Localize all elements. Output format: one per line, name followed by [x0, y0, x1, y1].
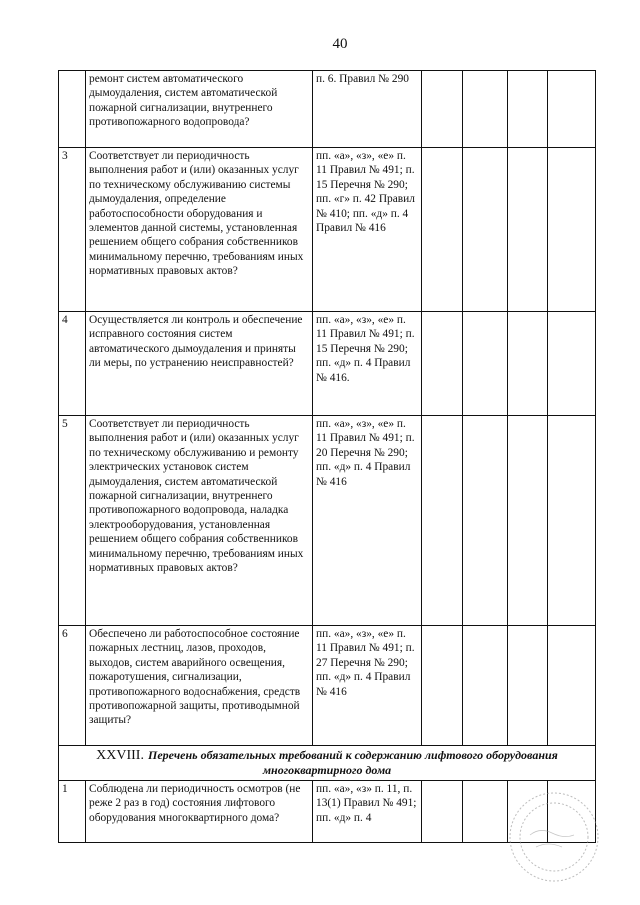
answer-cell-note: [548, 626, 596, 746]
answer-cell-na: [508, 626, 548, 746]
answer-cell-yes: [422, 312, 463, 416]
table-row: [59, 148, 596, 312]
section-title: Перечень обязательных требований к содержанию лифтового оборудования многоквартирного дома: [147, 748, 558, 777]
answer-cell-note: [548, 71, 596, 148]
row-number: 5: [59, 416, 86, 626]
answer-cell-no: [463, 148, 508, 312]
answer-cell-note: [548, 312, 596, 416]
row-number: 1: [59, 781, 86, 843]
requirement-question: Обеспечено ли работоспособное состояние пожарных лестниц, лазов, проходов, выходов, систем аварийного освещения, пожаротушения, сигнализации, противопожарного водоснабжения, средств противопожарной защиты, противодымной защиты?: [86, 626, 313, 746]
answer-cell-na: [508, 148, 548, 312]
answer-cell-no: [463, 71, 508, 148]
requirement-question: Соответствует ли периодичность выполнения работ и (или) оказанных услуг по техническому обслуживанию системы дымоудаления, определение работоспособности оборудования и элементов данной системы, установленная решением общего собрания собственников минимальному перечню, требованиям иных нормативных правовых актов?: [86, 148, 313, 312]
table-row: [59, 312, 596, 416]
section-header-row: [59, 746, 596, 781]
answer-cell-note: [548, 416, 596, 626]
requirement-question: Соблюдена ли периодичность осмотров (не реже 2 раз в год) состояния лифтового оборудования многоквартирного дома?: [86, 781, 313, 843]
legal-reference: п. 6. Правил № 290: [313, 71, 422, 148]
legal-reference: пп. «а», «з», «е» п. 11 Правил № 491; п. 20 Перечня № 290; пп. «д» п. 4 Правил № 416: [313, 416, 422, 626]
answer-cell-na: [508, 312, 548, 416]
row-number: 3: [59, 148, 86, 312]
answer-cell-no: [463, 312, 508, 416]
row-number: 6: [59, 626, 86, 746]
answer-cell-note: [548, 148, 596, 312]
answer-cell-yes: [422, 781, 463, 843]
table-row: [59, 626, 596, 746]
legal-reference: пп. «а», «з» п. 11, п. 13(1) Правил № 491; пп. «д» п. 4: [313, 781, 422, 843]
answer-cell-yes: [422, 71, 463, 148]
answer-cell-na: [508, 71, 548, 148]
row-number: 4: [59, 312, 86, 416]
answer-cell-yes: [422, 416, 463, 626]
legal-reference: пп. «а», «з», «е» п. 11 Правил № 491; п. 15 Перечня № 290; пп. «д» п. 4 Правил № 416.: [313, 312, 422, 416]
requirement-question: ремонт систем автоматического дымоудаления, систем автоматической пожарной сигнализации, внутреннего противопожарного водопровода?: [86, 71, 313, 148]
requirement-question: Осуществляется ли контроль и обеспечение исправного состояния систем автоматического дымоудаления и приняты ли меры, по устранению неисправностей?: [86, 312, 313, 416]
answer-cell-no: [463, 416, 508, 626]
legal-reference: пп. «а», «з», «е» п. 11 Правил № 491; п. 15 Перечня № 290; пп. «г» п. 42 Правил № 410; пп. «д» п. 4 Правил № 416: [313, 148, 422, 312]
answer-cell-yes: [422, 148, 463, 312]
legal-reference: пп. «а», «з», «е» п. 11 Правил № 491; п. 27 Перечня № 290; пп. «д» п. 4 Правил № 416: [313, 626, 422, 746]
row-number: [59, 71, 86, 148]
table-row: [59, 71, 596, 148]
section-heading: [59, 746, 596, 781]
answer-cell-yes: [422, 626, 463, 746]
requirement-question: Соответствует ли периодичность выполнения работ и (или) оказанных услуг по техническому обслуживанию и ремонту электрических установок систем дымоудаления, систем автоматической пожарной сигнализации, внутреннего противопожарного водопровода, наладка электрооборудования, установленная решением общего собрания собственников минимальному перечню, требованиям иных нормативных правовых актов?: [86, 416, 313, 626]
section-number: XXVIII.: [96, 748, 144, 763]
table-row: [59, 416, 596, 626]
answer-cell-na: [508, 416, 548, 626]
answer-cell-no: [463, 626, 508, 746]
official-stamp: [490, 785, 610, 885]
checklist-table: [58, 70, 596, 843]
page-number: 40: [332, 36, 348, 52]
